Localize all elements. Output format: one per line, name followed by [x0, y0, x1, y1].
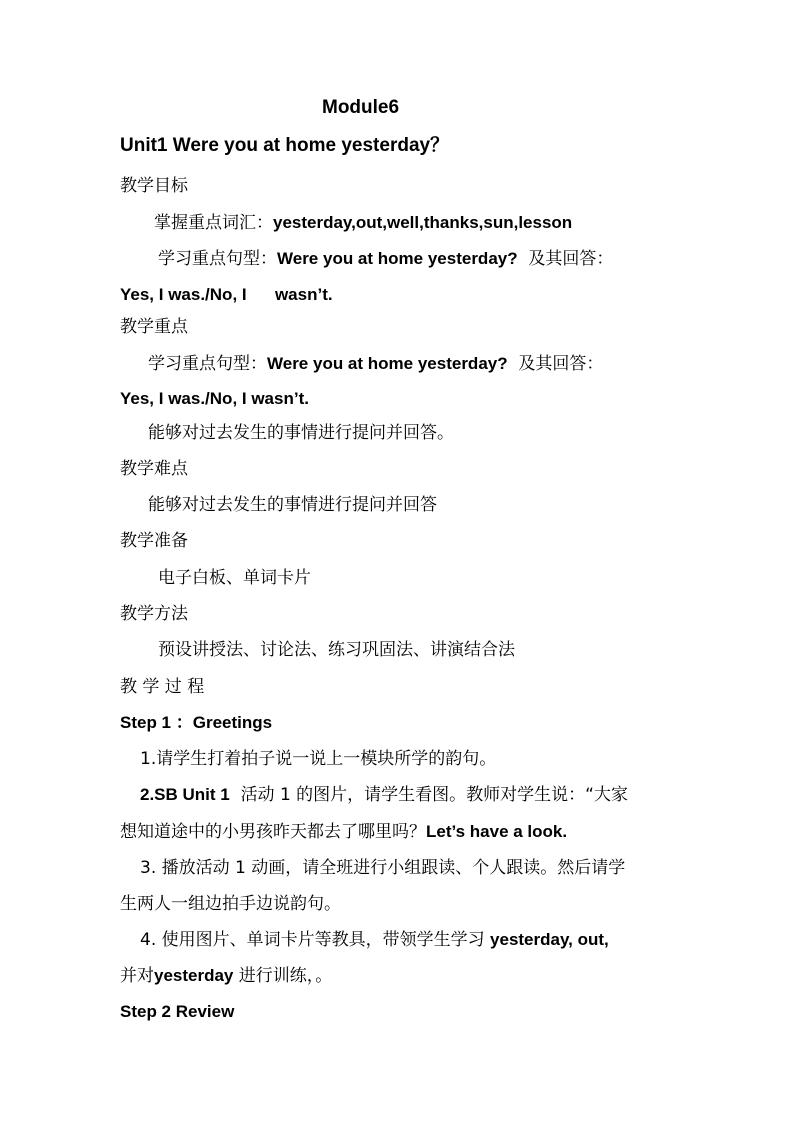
- methods-heading: 教学方法: [120, 604, 188, 624]
- step1-item4-cont: [120, 966, 332, 986]
- difficulties-heading: 教学难点: [120, 459, 188, 479]
- item4-text: 4. 使用图片、单词卡片等教具，带领学生学习: [140, 930, 485, 950]
- item4-cont-suffix: 进行训练，。: [238, 966, 333, 986]
- item4-en: yesterday, out,: [490, 930, 609, 949]
- item2-prefix: 2.SB Unit 1: [140, 785, 230, 804]
- item4-cont-prefix: 并对: [120, 966, 154, 986]
- step2-heading: Step 2 Review: [120, 1002, 235, 1021]
- objectives-vocab-line: [154, 213, 572, 233]
- sentence-label: 学习重点句型：: [158, 249, 277, 269]
- step1-heading: Step 1 ：Greetings: [120, 713, 273, 732]
- step1-item1: 1.请学生打着拍子说一说上一模块所学的韵句。: [140, 749, 497, 769]
- step1-item3-cont: 生两人一组边拍手边说韵句。: [120, 894, 341, 914]
- objectives-answer: Yes, I was./No, I wasn’t.: [120, 285, 333, 304]
- methods-text: 预设讲授法、讨论法、练习巩固法、讲演结合法: [158, 640, 515, 660]
- kp-sentence-label: 学习重点句型：: [148, 354, 267, 374]
- step1-item2-cont: [120, 822, 567, 842]
- objectives-heading: 教学目标: [120, 176, 188, 196]
- step1-item4: [140, 930, 609, 950]
- item2-text: 活动 1 的图片，请学生看图。教师对学生说：“大家: [240, 785, 628, 805]
- process-heading: 教 学 过 程: [120, 677, 205, 697]
- step1-item2: [140, 785, 628, 805]
- module-title: Module6: [322, 97, 400, 118]
- objectives-sentence-line: [158, 249, 613, 269]
- key-points-heading: 教学重点: [120, 317, 188, 337]
- vocab-words: yesterday,out,well,thanks,sun,lesson: [273, 213, 573, 232]
- key-points-answer: Yes, I was./No, I wasn’t.: [120, 389, 309, 408]
- key-points-sentence-line: [148, 354, 603, 374]
- kp-key-sentence: Were you at home yesterday?: [267, 354, 508, 373]
- answer-label: 及其回答：: [528, 249, 614, 269]
- item2-cont-text: 想知道途中的小男孩昨天都去了哪里吗？: [120, 822, 426, 842]
- item4-cont-en: yesterday: [154, 966, 234, 985]
- difficulties-text: 能够对过去发生的事情进行提问并回答: [148, 495, 437, 515]
- preparation-text: 电子白板、单词卡片: [158, 568, 311, 588]
- preparation-heading: 教学准备: [120, 531, 188, 551]
- vocab-label: 掌握重点词汇：: [154, 213, 273, 233]
- kp-answer-label: 及其回答：: [518, 354, 604, 374]
- step1-item3: 3. 播放活动 1 动画，请全班进行小组跟读、个人跟读。然后请学: [140, 858, 626, 878]
- item2-cont-en: Let’s have a look.: [426, 822, 568, 841]
- unit-title: Unit1 Were you at home yesterday？: [120, 135, 450, 156]
- key-points-ability: 能够对过去发生的事情进行提问并回答。: [148, 423, 454, 443]
- key-sentence: Were you at home yesterday?: [277, 249, 518, 268]
